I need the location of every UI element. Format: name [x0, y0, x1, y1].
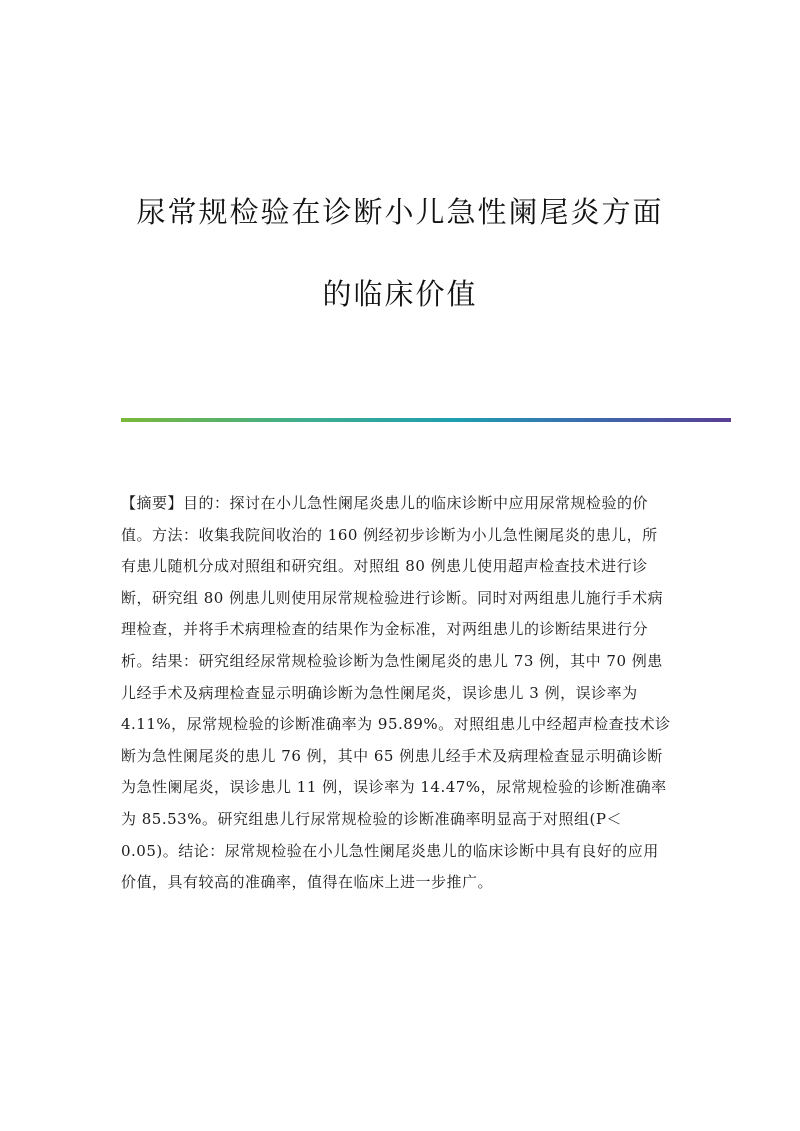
abstract-line: 断为急性阑尾炎的患儿 76 例，其中 65 例患儿经手术及病理检查显示明确诊断	[121, 746, 663, 765]
abstract-line: 断，研究组 80 例患儿则使用尿常规检验进行诊断。同时对两组患儿施行手术病	[121, 588, 664, 607]
gradient-divider	[121, 418, 731, 422]
abstract-line: 理检查，并将手术病理检查的结果作为金标准，对两组患儿的诊断结果进行分	[121, 620, 649, 639]
abstract-line: 价值，具有较高的准确率，值得在临床上进一步推广。	[121, 873, 494, 892]
abstract-line: 4.11%，尿常规检验的诊断准确率为 95.89%。对照组患儿中经超声检查技术诊	[121, 715, 671, 734]
abstract-line: 0.05)。结论：尿常规检验在小儿急性阑尾炎患儿的临床诊断中具有良好的应用	[121, 841, 659, 860]
abstract-line: 析。结果：研究组经尿常规检验诊断为急性阑尾炎的患儿 73 例，其中 70 例患	[121, 651, 663, 670]
abstract-line: 值。方法：收集我院间收治的 160 例经初步诊断为小儿急性阑尾炎的患儿，所	[121, 525, 658, 544]
document-title-line-1: 尿常规检验在诊断小儿急性阑尾炎方面	[136, 195, 664, 229]
document-title-line-2: 的临床价值	[322, 277, 478, 311]
abstract-line: 为 85.53%。研究组患儿行尿常规检验的诊断准确率明显高于对照组(P＜	[121, 809, 622, 828]
abstract-line: 【摘要】目的：探讨在小儿急性阑尾炎患儿的临床诊断中应用尿常规检验的价	[121, 494, 649, 512]
abstract-line: 有患儿随机分成对照组和研究组。对照组 80 例患儿使用超声检查技术进行诊	[121, 557, 648, 576]
abstract-line: 为急性阑尾炎，误诊患儿 11 例，误诊率为 14.47%，尿常规检验的诊断准确率	[121, 778, 667, 797]
abstract-line: 儿经手术及病理检查显示明确诊断为急性阑尾炎，误诊患儿 3 例，误诊率为	[121, 683, 638, 702]
abstract-paragraph	[121, 488, 681, 899]
